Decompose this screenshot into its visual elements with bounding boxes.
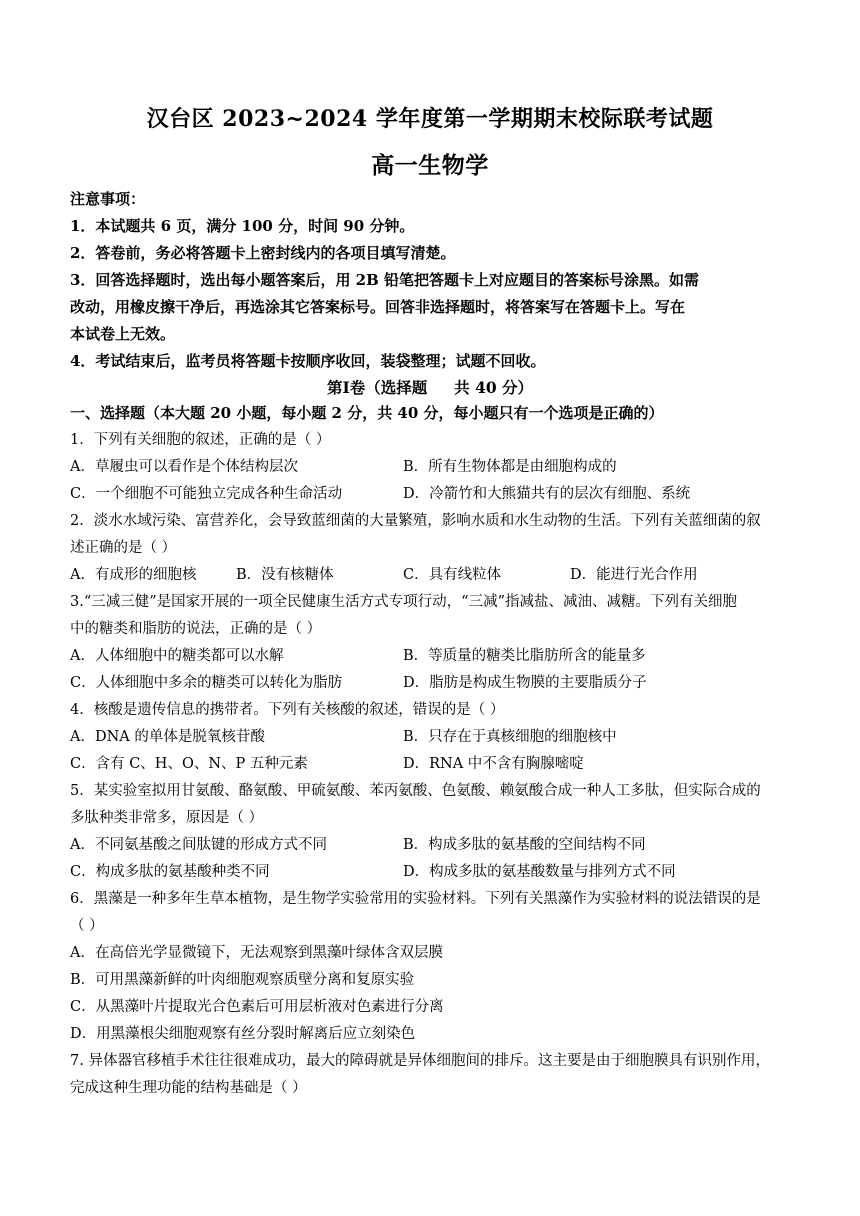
question-stem: 2．淡水水域污染、富营养化，会导致蓝细菌的大量繁殖，影响水质和水生动物的生活。下列有关蓝细菌的叙	[70, 513, 761, 529]
option-c: C．人体细胞中多余的糖类可以转化为脂肪	[70, 675, 343, 691]
part-heading: 第Ⅰ卷（选择题 共 40 分）	[326, 378, 534, 397]
question-stem: 多肽种类非常多，原因是（ ）	[70, 810, 264, 826]
option-c: C．一个细胞不可能独立完成各种生命活动	[70, 486, 343, 502]
option-d: D．能进行光合作用	[570, 567, 698, 583]
option-b: B．所有生物体都是由细胞构成的	[403, 459, 617, 475]
option-a: A．有成形的细胞核	[70, 567, 197, 583]
notice-item: 本试卷上无效。	[70, 325, 176, 343]
option-a: A．草履虫可以看作是个体结构层次	[70, 459, 298, 475]
option-a: A．DNA 的单体是脱氧核苷酸	[70, 729, 265, 745]
option-d: D．脂肪是构成生物膜的主要脂质分子	[403, 675, 647, 691]
option-c: C．构成多肽的氨基酸种类不同	[70, 864, 270, 880]
option-b: B．构成多肽的氨基酸的空间结构不同	[403, 837, 646, 853]
question-stem: 3.“三减三健”是国家开展的一项全民健康生活方式专项行动，“三减”指减盐、减油、减糖。下列有关细胞	[70, 594, 737, 610]
option-b: B．可用黑藻新鲜的叶肉细胞观察质壁分离和复原实验	[70, 972, 415, 988]
question-stem: 7. 异体器官移植手术往往很难成功，最大的障碍就是异体细胞间的排斥。这主要是由于细胞膜具有识别作用，	[70, 1053, 770, 1069]
question-stem: 4．核酸是遗传信息的携带者。下列有关核酸的叙述，错误的是（ ）	[70, 702, 505, 718]
subject-title: 高一生物学	[371, 152, 489, 179]
question-stem: 完成这种生理功能的结构基础是（ ）	[70, 1080, 307, 1096]
notice-item: 2．答卷前，务必将答题卡上密封线内的各项目填写清楚。	[70, 244, 456, 262]
option-d: D．用黑藻根尖细胞观察有丝分裂时解离后应立刻染色	[70, 1026, 416, 1042]
option-a: A．在高倍光学显微镜下，无法观察到黑藻叶绿体含双层膜	[70, 945, 443, 961]
option-c: C．从黑藻叶片提取光合色素后可用层析液对色素进行分离	[70, 999, 444, 1015]
option-d: D．RNA 中不含有胸腺嘧啶	[403, 756, 584, 772]
question-stem: 6．黑藻是一种多年生草本植物，是生物学实验常用的实验材料。下列有关黑藻作为实验材料的说法错误的是	[70, 891, 761, 907]
question-stem: （ ）	[70, 918, 104, 934]
question-stem: 5．某实验室拟用甘氨酸、酪氨酸、甲硫氨酸、苯丙氨酸、色氨酸、赖氨酸合成一种人工多肽，但实际合成的	[70, 783, 761, 799]
option-d: D．冷箭竹和大熊猫共有的层次有细胞、系统	[403, 486, 691, 502]
notice-item: 3．回答选择题时，选出每小题答案后，用 2B 铅笔把答题卡上对应题目的答案标号涂黑。如需	[70, 271, 700, 289]
question-stem: 1．下列有关细胞的叙述，正确的是（ ）	[70, 432, 331, 448]
option-a: A．人体细胞中的糖类都可以水解	[70, 648, 284, 664]
question-stem: 中的糖类和脂肪的说法，正确的是（ ）	[70, 621, 322, 637]
option-b: B．只存在于真核细胞的细胞核中	[403, 729, 617, 745]
notice-item: 改动，用橡皮擦干净后，再选涂其它答案标号。回答非选择题时，将答案写在答题卡上。写在	[70, 298, 686, 316]
question-stem: 述正确的是（ ）	[70, 540, 177, 556]
option-c: C．含有 C、H、O、N、P 五种元素	[70, 756, 308, 772]
option-c: C．具有线粒体	[403, 567, 502, 583]
option-b: B．没有核糖体	[236, 567, 334, 583]
notice-heading: 注意事项：	[70, 190, 146, 208]
notice-item: 4．考试结束后，监考员将答题卡按顺序收回，装袋整理；试题不回收。	[70, 352, 546, 370]
option-d: D．构成多肽的氨基酸数量与排列方式不同	[403, 864, 676, 880]
option-b: B．等质量的糖类比脂肪所含的能量多	[403, 648, 646, 664]
exam-title: 汉台区 2023~2024 学年度第一学期期末校际联考试题	[146, 106, 714, 132]
notice-item: 1．本试题共 6 页，满分 100 分，时间 90 分钟。	[70, 217, 415, 235]
option-a: A．不同氨基酸之间肽键的形成方式不同	[70, 837, 327, 853]
section-heading: 一、选择题（本大题 20 小题，每小题 2 分，共 40 分，每小题只有一个选项是正确的）	[70, 404, 664, 422]
